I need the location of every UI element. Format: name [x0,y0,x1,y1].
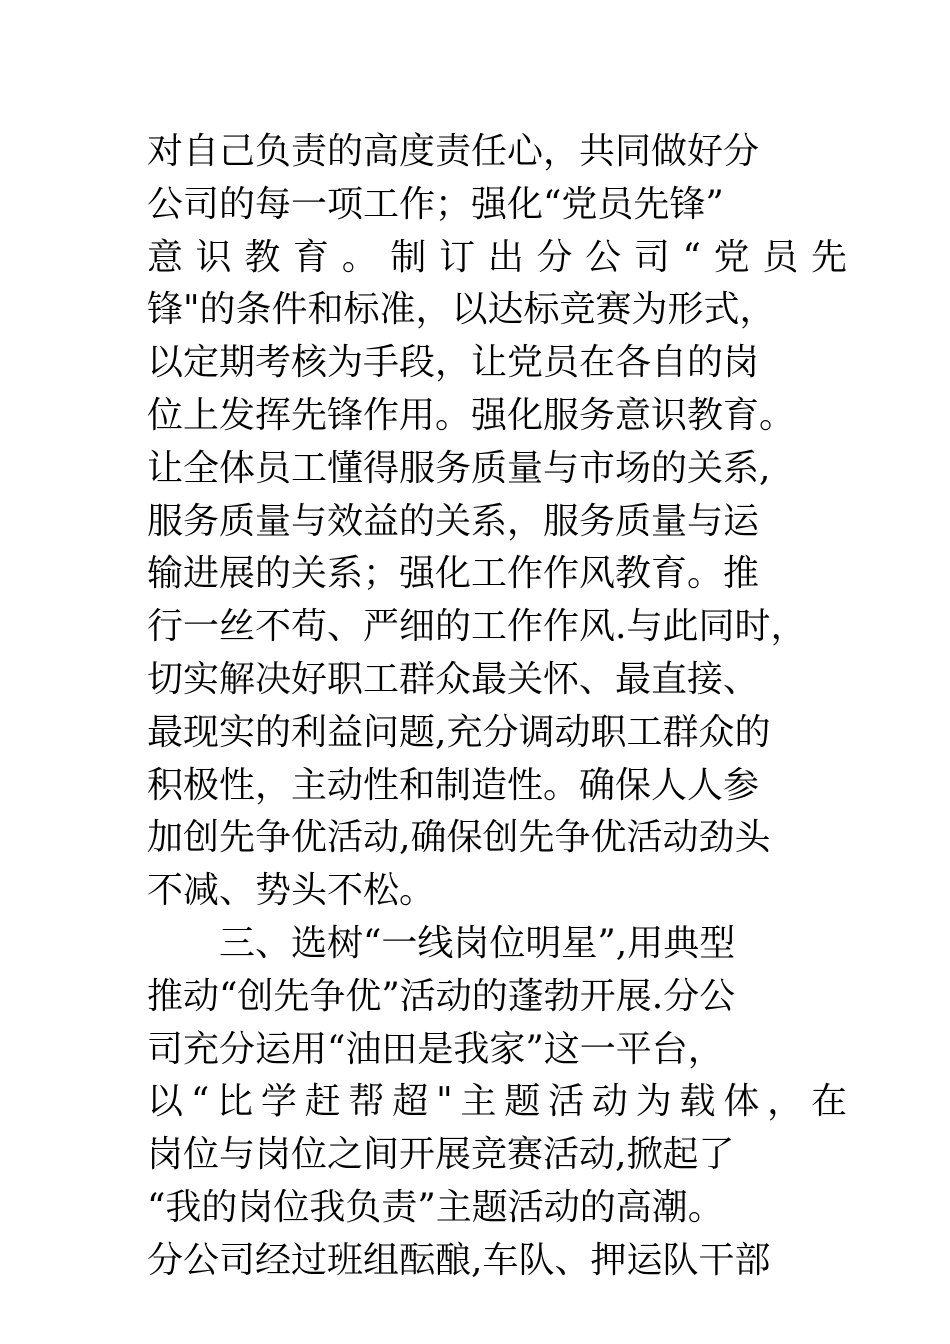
text-line-12: 最现实的利益问题,充分调动职工群众的 [147,711,771,753]
body-text [147,126,847,1288]
text-line-13: 积极性，主动性和制造性。确保人人参 [147,764,760,806]
text-line-22: 分公司经过班组酝酿,车队、押运队干部 [147,1239,771,1281]
text-line-11: 切实解决好职工群众最关怀、最直接、 [147,658,760,700]
text-line-10: 行一丝不苟、严细的工作作风.与此同时， [147,606,807,648]
text-line-15: 不减、势头不松。 [147,870,436,912]
text-line-9: 输进展的关系；强化工作作风教育。推 [147,553,760,595]
text-line-2: 公司的每一项工作；强化“党员先锋” [147,183,724,225]
text-line-7: 让全体员工懂得服务质量与市场的关系, [147,447,771,489]
text-line-5: 以定期考核为手段，让党员在各自的岗 [147,342,760,384]
text-line-6: 位上发挥先锋作用。强化服务意识教育。 [147,394,796,436]
text-line-3: 意识教育。制订出分公司“党员先 [147,236,847,278]
paragraph-heading-line: 三、选树“一线岗位明星”,用典型 [219,922,736,964]
text-line-1: 对自己负责的高度责任心，共同做好分 [147,131,760,172]
text-line-20: 岗位与岗位之间开展竞赛活动,掀起了 [147,1134,735,1176]
text-line-21: “我的岗位我负责”主题活动的高潮。 [147,1186,724,1228]
text-line-19: 以“比学赶帮超"主题活动为载体，在 [147,1081,847,1123]
text-line-18: 司充分运用“油田是我家”这一平台， [147,1028,724,1070]
text-line-14: 加创先争优活动,确保创先争优活动劲头 [147,817,771,859]
text-line-8: 服务质量与效益的关系，服务质量与运 [147,500,760,542]
text-line-17: 推动“创先争优”活动的蓬勃开展.分公 [147,975,736,1017]
text-line-4: 锋"的条件和标准，以达标竞赛为形式， [147,289,776,331]
